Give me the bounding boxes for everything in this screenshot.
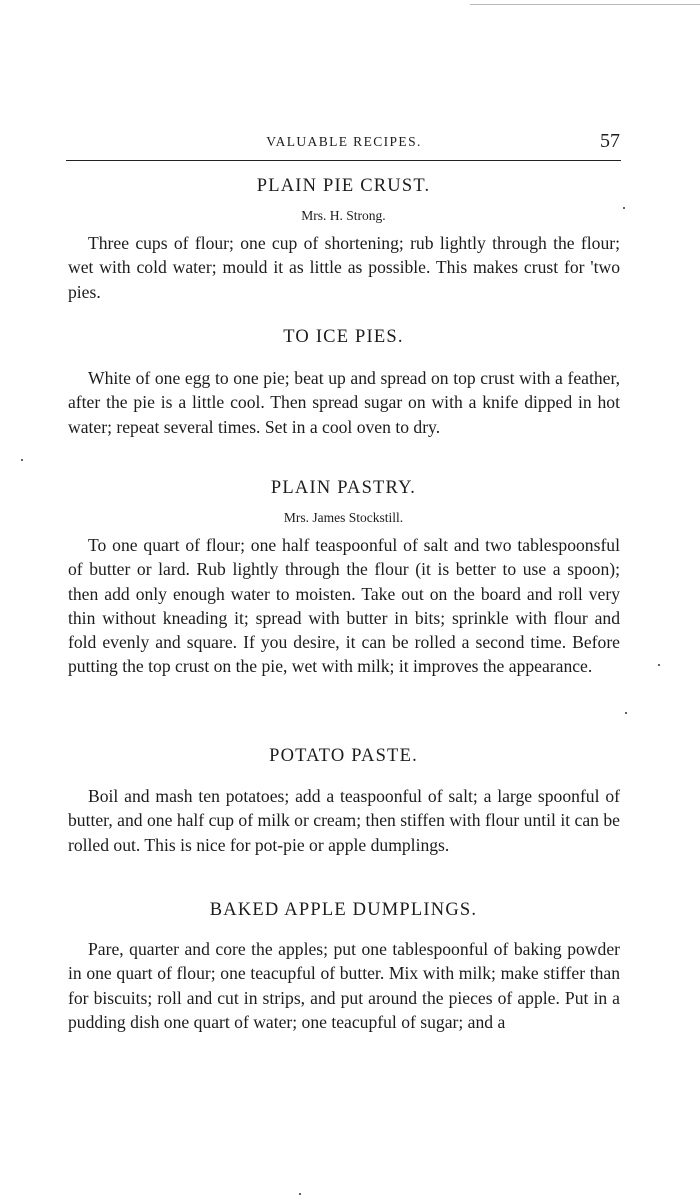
recipe-author-plain-pastry: Mrs. James Stockstill.: [283, 510, 404, 525]
running-head: VALUABLE RECIPES.: [266, 134, 422, 149]
recipe-text-baked-apple-dumplings: Pare, quarter and core the apples; put one tablespoonful of baking powder in one quart of flour; one teacupful of butter. Mix with milk; make stiffer than for biscuits; roll and cut in strips, and put around the pieces of apple. Put in a pudding dish one quart of water; one teacupful of sugar; and a: [68, 939, 620, 1032]
recipe-text-to-ice-pies: White of one egg to one pie; beat up and spread on top crust with a feather, after the pie is a little cool. Then spread sugar on with a knife dipped in hot water; repeat several times. Set in a cool oven to dry.: [68, 368, 620, 437]
page-number: 57: [600, 130, 620, 152]
recipe-text-potato-paste: Boil and mash ten potatoes; add a teaspoonful of salt; a large spoonful of butter, and one half cup of milk or cream; then stiffen with flour until it can be rolled out. This is nice for pot-pie or apple dumplings.: [68, 786, 620, 855]
page-top-edge: [470, 0, 700, 5]
scan-speck: [625, 712, 627, 714]
recipe-title-baked-apple-dumplings: BAKED APPLE DUMPLINGS.: [209, 900, 478, 920]
recipe-title-to-ice-pies: TO ICE PIES.: [283, 327, 404, 347]
scan-speck: [658, 664, 660, 666]
recipe-text-plain-pie-crust: Three cups of flour; one cup of shortening; rub lightly through the flour; wet with cold water; mould it as little as possible. This makes crust for 'two pies.: [68, 233, 620, 302]
scan-speck: [299, 1193, 301, 1195]
header-rule: [66, 160, 621, 161]
recipe-author-plain-pie-crust: Mrs. H. Strong.: [301, 208, 386, 223]
page-header: [68, 130, 620, 160]
recipe-title-plain-pie-crust: PLAIN PIE CRUST.: [256, 176, 431, 196]
recipe-title-plain-pastry: PLAIN PASTRY.: [270, 478, 417, 498]
recipe-text-plain-pastry: To one quart of flour; one half teaspoonful of salt and two tablespoonsful of butter or lard. Rub lightly through the flour (it is better to use a spoon); then add only enough water to moisten. Take out on the board and roll very thin without kneading it; spread with butter in bits; sprinkle with flour and fold evenly and square. If you desire, it can be rolled a second time. Before putting the top crust on the pie, wet with milk; it improves the appearance.: [68, 535, 620, 677]
recipe-title-potato-paste: POTATO PASTE.: [269, 746, 418, 766]
scan-speck: [21, 459, 23, 461]
scan-speck: [623, 207, 625, 209]
